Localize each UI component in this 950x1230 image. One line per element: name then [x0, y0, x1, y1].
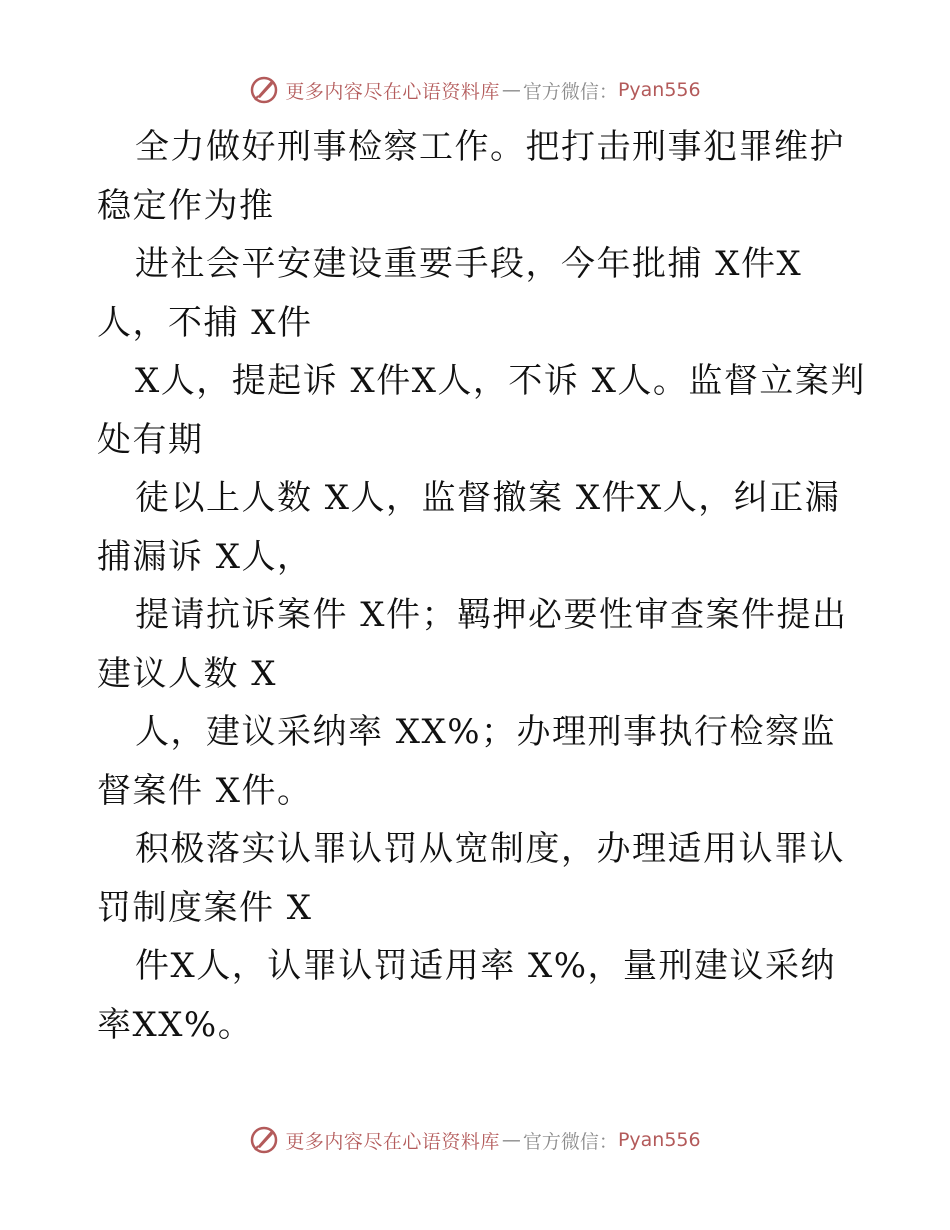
- watermark-separator: —: [501, 79, 521, 101]
- watermark-separator: —: [501, 1129, 521, 1151]
- quill-pen-logo-icon: [249, 1125, 279, 1155]
- watermark-label: 官方微信：: [522, 1130, 618, 1153]
- paragraph-6: 人，建议采纳率 XX%；办理刑事执行检察监督案件 X件。: [97, 712, 837, 811]
- watermark-wechat-id: Pyan556: [617, 79, 701, 101]
- paragraph-4: 徒以上人数 X人，监督撤案 X件X人，纠正漏捕漏诉 X人，: [97, 478, 841, 577]
- paragraph-3: X人，提起诉 X件X人，不诉 X人。监督立案判处有期: [97, 361, 866, 460]
- footer-watermark: [0, 1120, 950, 1160]
- header-watermark: [0, 70, 950, 110]
- watermark-site-name: 更多内容尽在心语资料库: [285, 1130, 500, 1153]
- paragraph-1: 全力做好刑事检察工作。把打击刑事犯罪维护稳定作为推: [97, 127, 845, 226]
- quill-pen-logo-icon: [249, 75, 279, 105]
- watermark-label: 官方微信：: [522, 80, 618, 103]
- paragraph-8: 件X人，认罪认罚适用率 X%，量刑建议采纳率XX%。: [97, 946, 837, 1045]
- watermark-wechat-id: Pyan556: [617, 1129, 701, 1151]
- paragraph-5: 提请抗诉案件 X件；羁押必要性审查案件提出建议人数 X: [97, 595, 848, 694]
- document-body: [97, 118, 867, 1054]
- paragraph-7: 积极落实认罪认罚从宽制度，办理适用认罪认罚制度案件 X: [97, 829, 845, 928]
- watermark-site-name: 更多内容尽在心语资料库: [285, 80, 500, 103]
- paragraph-2: 进社会平安建设重要手段，今年批捕 X件X人，不捕 X件: [97, 244, 803, 343]
